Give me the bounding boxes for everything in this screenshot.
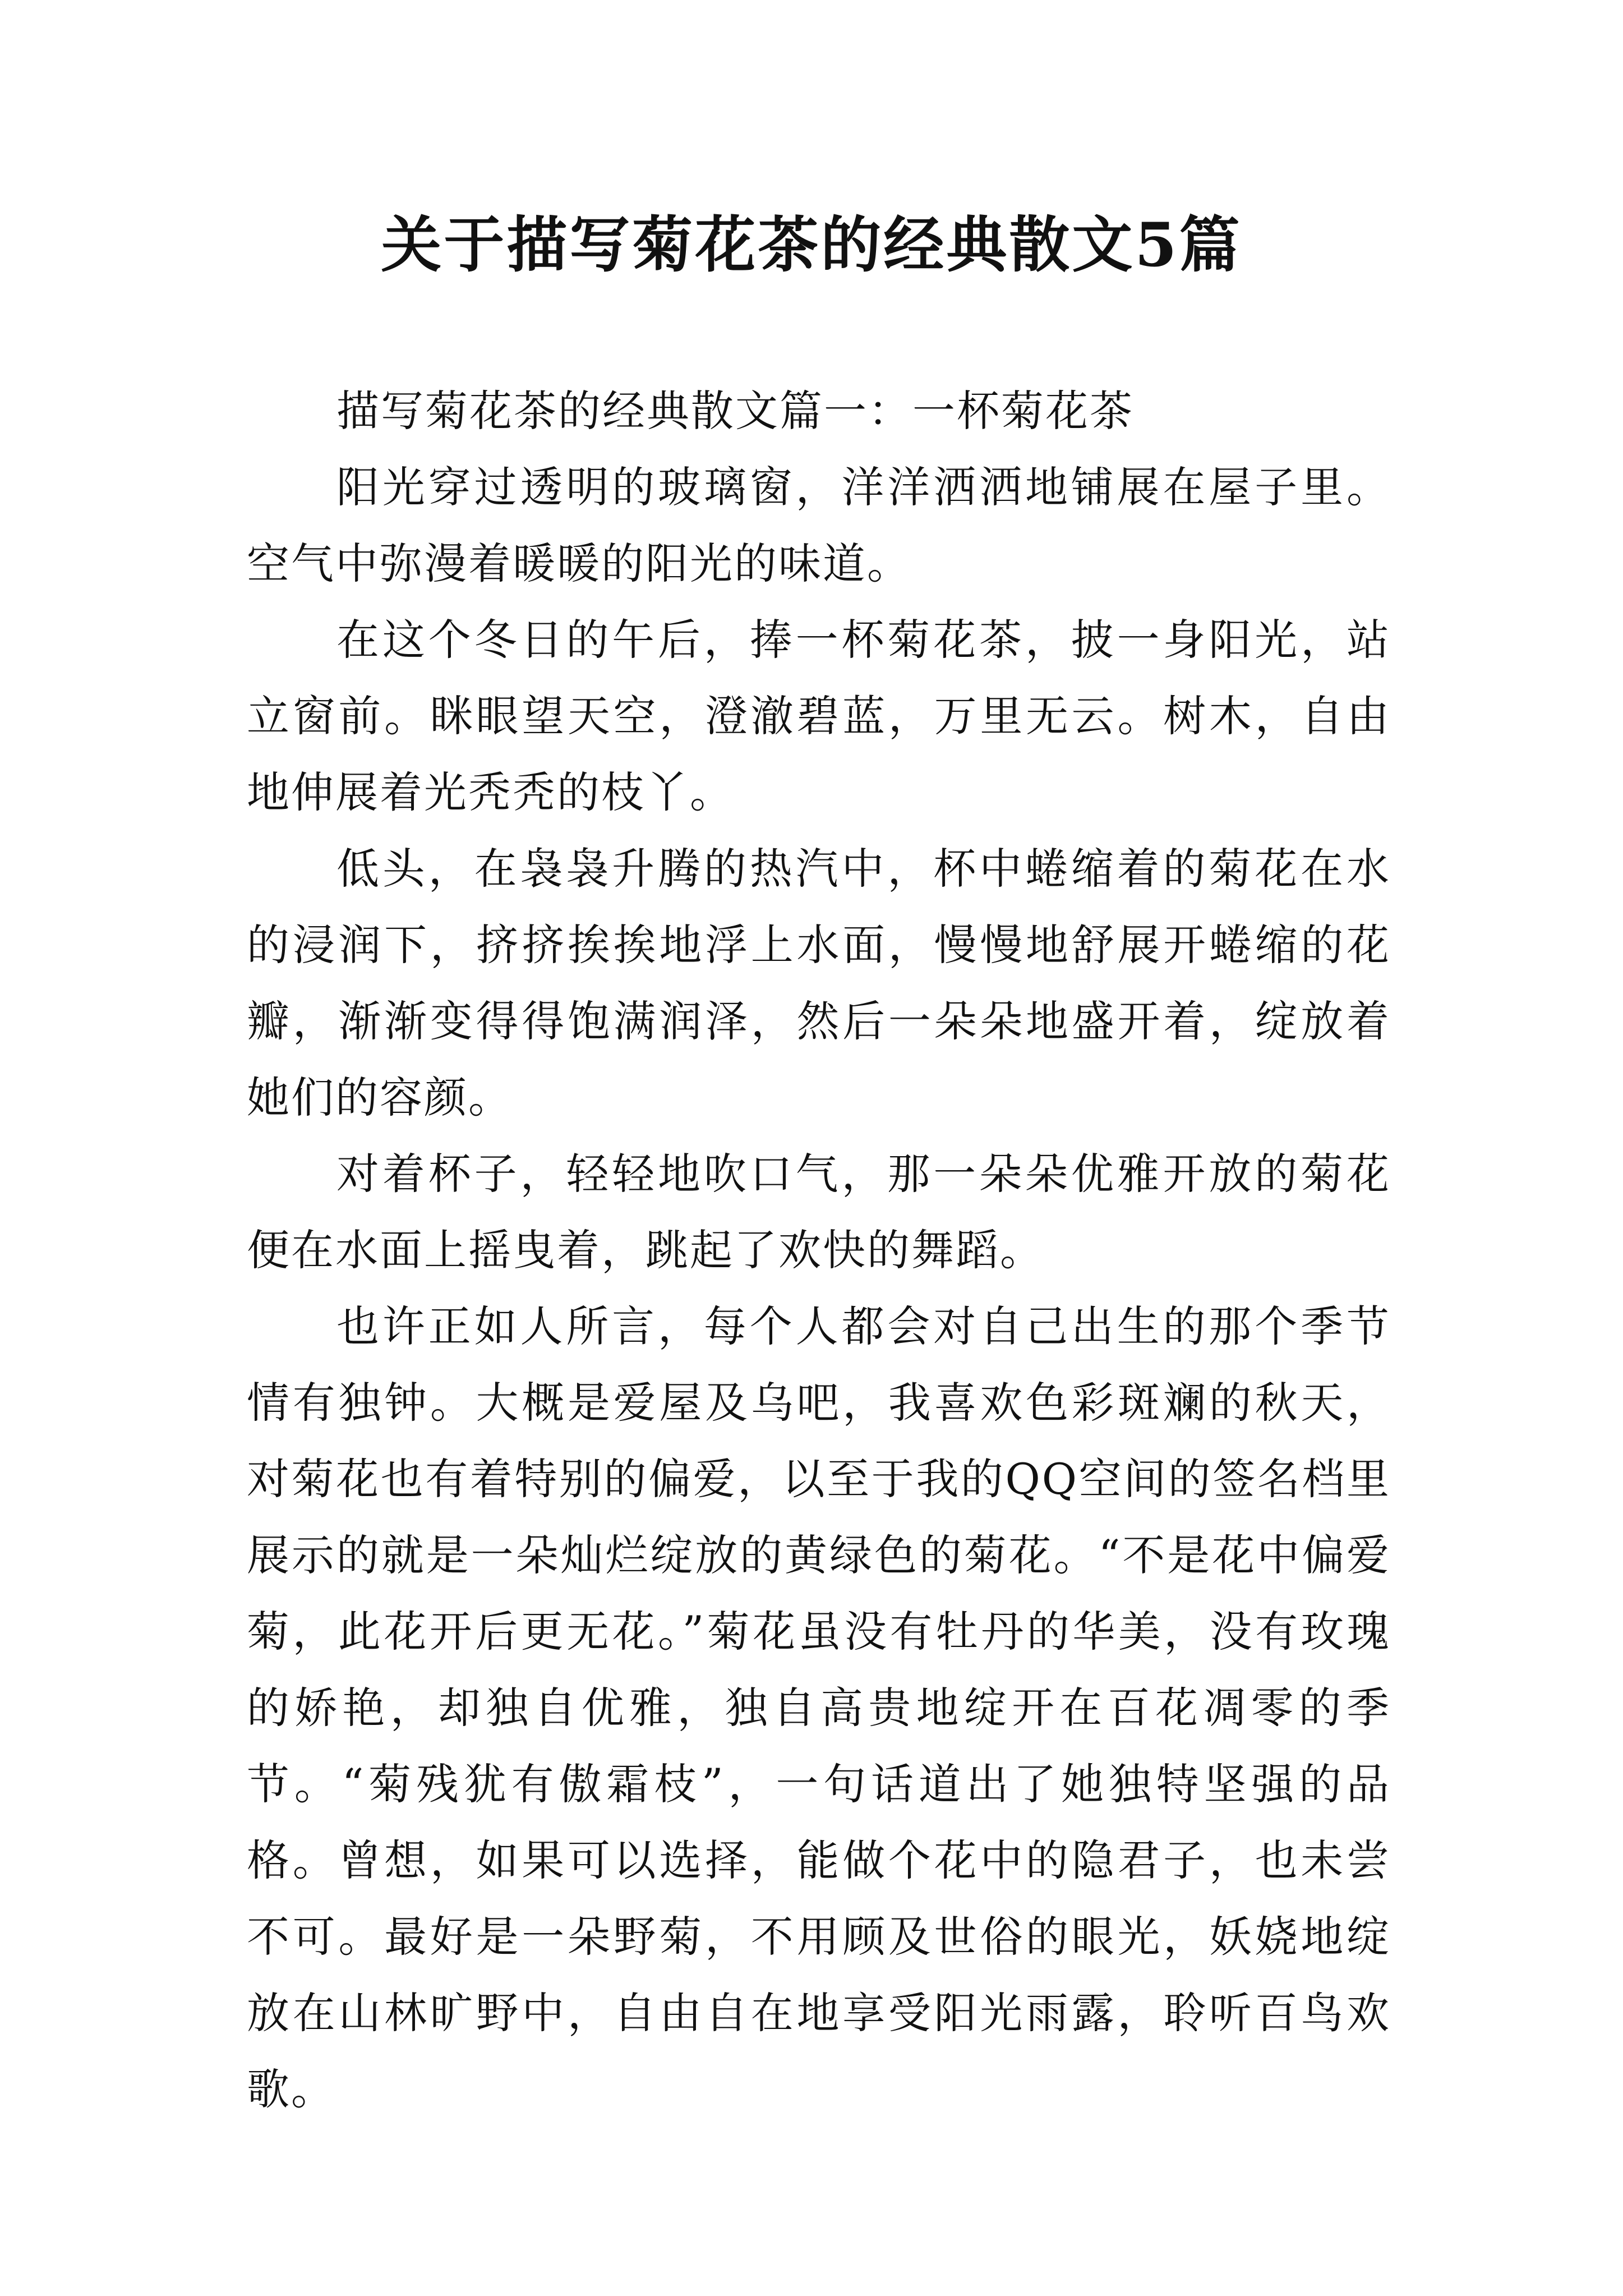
paragraph: 阳光穿过透明的玻璃窗，洋洋洒洒地铺展在屋子里。空气中弥漫着暖暖的阳光的味道。	[247, 462, 1391, 588]
document-body	[247, 373, 1391, 2128]
section-heading: 描写菊花茶的经典散文篇一：一杯菊花茶	[336, 386, 1134, 436]
paragraph: 也许正如人所言，每个人都会对自己出生的那个季节情有独钟。大概是爱屋及乌吧，我喜欢色彩斑斓的秋天，对菊花也有着特别的偏爱，以至于我的QQ空间的签名档里展示的就是一朵灿烂绽放的黄绿色的菊花。“不是花中偏爱菊，此花开后更无花。”菊花虽没有牡丹的华美，没有玫瑰的娇艳，却独自优雅，独自高贵地绽开在百花凋零的季节。“菊残犹有傲霜枝”，一句话道出了她独特坚强的品格。曾想，如果可以选择，能做个花中的隐君子，也未尝不可。最好是一朵野菊，不用顾及世俗的眼光，妖娆地绽放在山林旷野中，自由自在地享受阳光雨露，聆听百鸟欢歌。	[247, 1301, 1391, 2114]
document-title: 关于描写菊花茶的经典散文5篇	[381, 210, 1242, 280]
paragraph: 在这个冬日的午后，捧一杯菊花茶，披一身阳光，站立窗前。眯眼望天空，澄澈碧蓝，万里无云。树木，自由地伸展着光秃秃的枝丫。	[247, 615, 1391, 817]
paragraph: 对着杯子，轻轻地吹口气，那一朵朵优雅开放的菊花便在水面上摇曳着，跳起了欢快的舞蹈。	[247, 1149, 1391, 1275]
paragraph: 低头，在袅袅升腾的热汽中，杯中蜷缩着的菊花在水的浸润下，挤挤挨挨地浮上水面，慢慢地舒展开蜷缩的花瓣，渐渐变得得饱满润泽，然后一朵朵地盛开着，绽放着她们的容颜。	[247, 844, 1391, 1122]
